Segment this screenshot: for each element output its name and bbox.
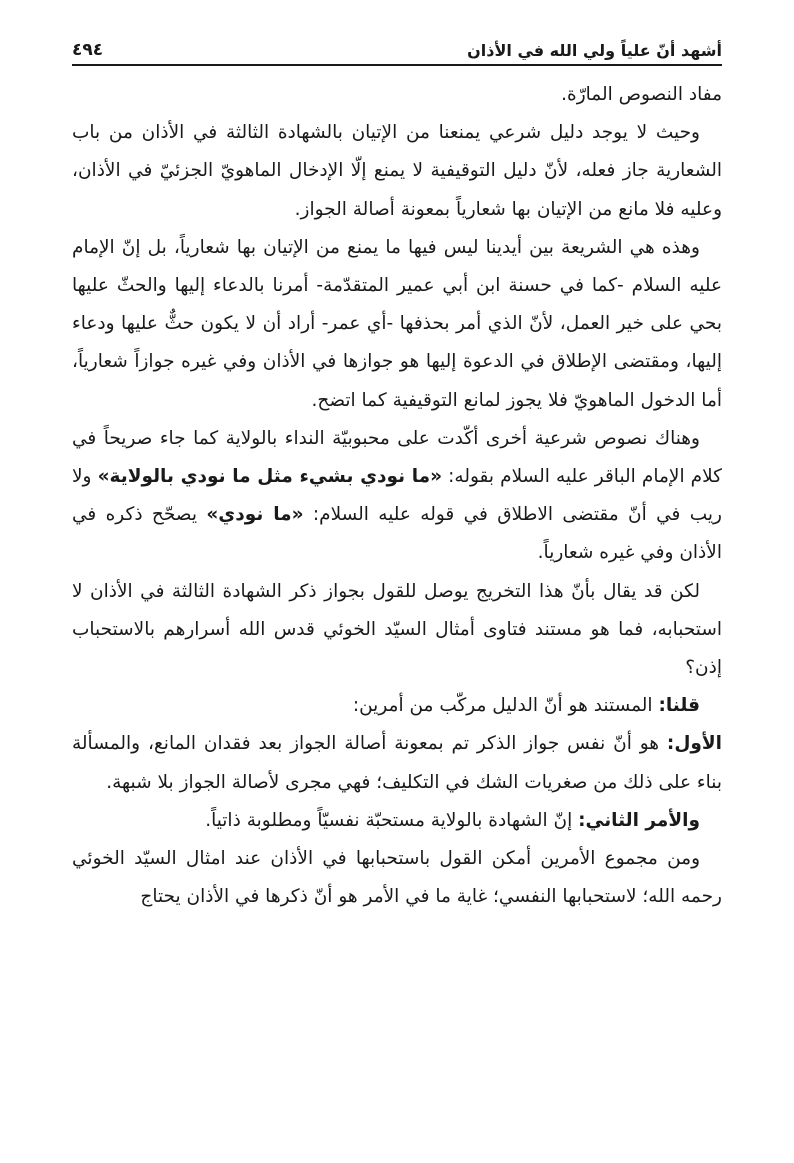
quoted-hadith: «ما نودي» [206,504,304,526]
paragraph: مفاد النصوص المارّة. [561,84,722,105]
paragraph-text: وهناك نصوص شرعية أخرى أكّدت على محبوبيّة النداء بالولاية كما جاء صريحاً في كلام الإمام الباقر عليه السلام بقوله: [72,427,722,488]
paragraph-text: يصحّح ذكره في الأذان وفي غيره شعارياً. [72,504,722,564]
paragraph-label: والأمر الثاني: [578,809,700,831]
paragraph: وهذه هي الشريعة بين أيدينا ليس فيها ما يمنع من الإتيان بها شعارياً، بل إنّ الإمام عليه السلام -كما في حسنة ابن أبي عمير المتقدّمة- أمرنا بالدعاء إليها والحثّ عليها بحي على خير العمل، لأنّ الذي أمر بحذفها -أي عمر- أراد أن لا يكون حثٌّ عليها ودعاء إليها، ومقتضى الإطلاق في الدعوة إليها هو جوازها في الأذان وفي غيره جوازاً شعارياً، أما الدخول الماهويّ فلا يجوز لمانع التوقيفية كما اتضح. [72,236,722,411]
paragraph-text: ولا ريب في أنّ مقتضى الاطلاق في قوله عليه السلام: [72,466,722,526]
page-number: ٤٩٤ [72,40,104,60]
body-text [72,76,722,916]
paragraph-label: الأول: [666,733,722,755]
paragraph [72,725,722,801]
paragraph: وحيث لا يوجد دليل شرعي يمنعنا من الإتيان بالشهادة الثالثة في الأذان من باب الشعارية جاز فعله، لأنّ دليل التوقيفية لا يمنع إلّا الإدخال الماهويّ الجزئيّ في الأذان، وعليه فلا مانع من الإتيان بها شعارياً بمعونة أصالة الجواز. [72,122,722,220]
page-header [72,26,722,66]
paragraph [72,802,722,840]
paragraph-text: المستند هو أنّ الدليل مركّب من أمرين: [352,695,659,717]
paragraph: ومن مجموع الأمرين أمكن القول باستحبابها في الأذان عند امثال السيّد الخوئي رحمه الله؛ لاستحبابها النفسي؛ غاية ما في الأمر هو أنّ ذكرها في الأذان يحتاج [72,848,722,908]
paragraph: لكن قد يقال بأنّ هذا التخريج يوصل للقول بجواز ذكر الشهادة الثالثة في الأذان لا استحبابه، فما هو مستند فتاوى أمثال السيّد الخوئي قدس الله أسرارهم بالاستحباب إذن؟ [72,580,722,679]
paragraph-label: قلنا: [658,695,700,717]
paragraph-text: إنّ الشهادة بالولاية مستحبّة نفسيّاً ومطلوبة ذاتياً. [205,809,579,831]
running-title: أشهد أنّ علياً ولي الله في الأذان [467,41,722,60]
paragraph-text: هو أنّ نفس جواز الذكر تم بمعونة أصالة الجواز بعد فقدان المانع، والمسألة بناء على ذلك من صغريات الشك في التكليف؛ فهي مجرى لأصالة الجواز بلا شبهة. [72,733,722,793]
quoted-hadith: «ما نودي بشيء مثل ما نودي بالولاية» [97,466,443,488]
paragraph [72,420,722,573]
paragraph [72,687,722,725]
